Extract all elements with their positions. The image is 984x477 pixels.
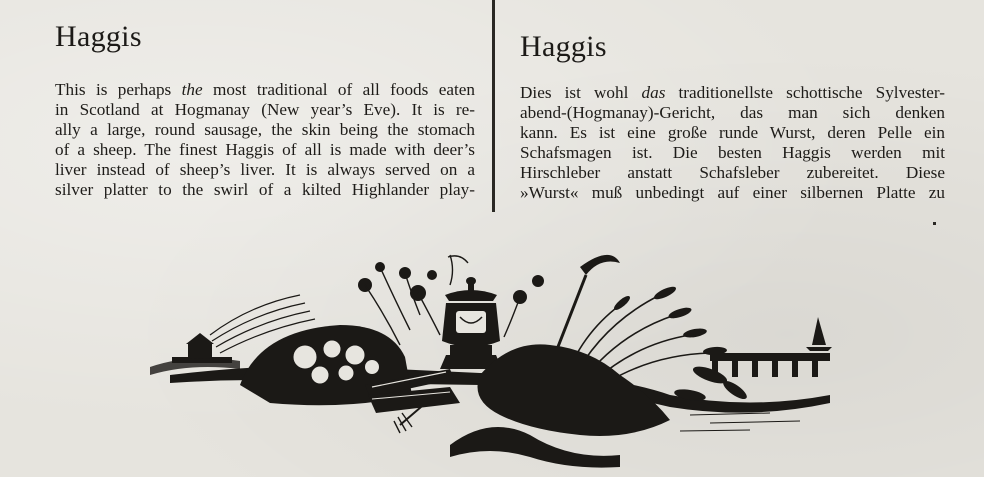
english-line-4: of a sheep. The finest Haggis of all is made with deer’s bbox=[55, 140, 475, 159]
engraved-still-life-vignette bbox=[150, 245, 840, 470]
german-line-5: Hirschleber anstatt Schafsleber zubereitet. Diese bbox=[520, 163, 945, 182]
english-paragraph bbox=[55, 80, 475, 200]
german-line-3: kann. Es ist eine große runde Wurst, deren Pelle ein bbox=[520, 123, 945, 142]
german-line-2: abend-(Hogmanay)-Gericht, das man sich denken bbox=[520, 103, 945, 122]
english-line-6: silver platter to the swirl of a kilted Highlander play- bbox=[55, 180, 475, 199]
german-line-1: Dies ist wohl das traditionellste schottische Sylvester- bbox=[520, 83, 945, 102]
german-heading: Haggis bbox=[520, 30, 607, 63]
english-line-1: This is perhaps the most traditional of all foods eaten bbox=[55, 80, 475, 99]
ink-speck bbox=[933, 222, 936, 225]
english-line-2: in Scotland at Hogmanay (New year’s Eve). It is re- bbox=[55, 100, 475, 119]
english-line-3: ally a large, round sausage, the skin being the stomach bbox=[55, 120, 475, 139]
column-divider bbox=[492, 0, 495, 212]
english-heading: Haggis bbox=[55, 20, 142, 53]
german-paragraph bbox=[520, 83, 945, 203]
english-line-5: liver instead of sheep’s liver. It is always served on a bbox=[55, 160, 475, 179]
german-line-4: Schafsmagen ist. Die besten Haggis werden mit bbox=[520, 143, 945, 162]
german-line-6: »Wurst« muß unbedingt auf einer silbernen Platte zu bbox=[520, 183, 945, 202]
